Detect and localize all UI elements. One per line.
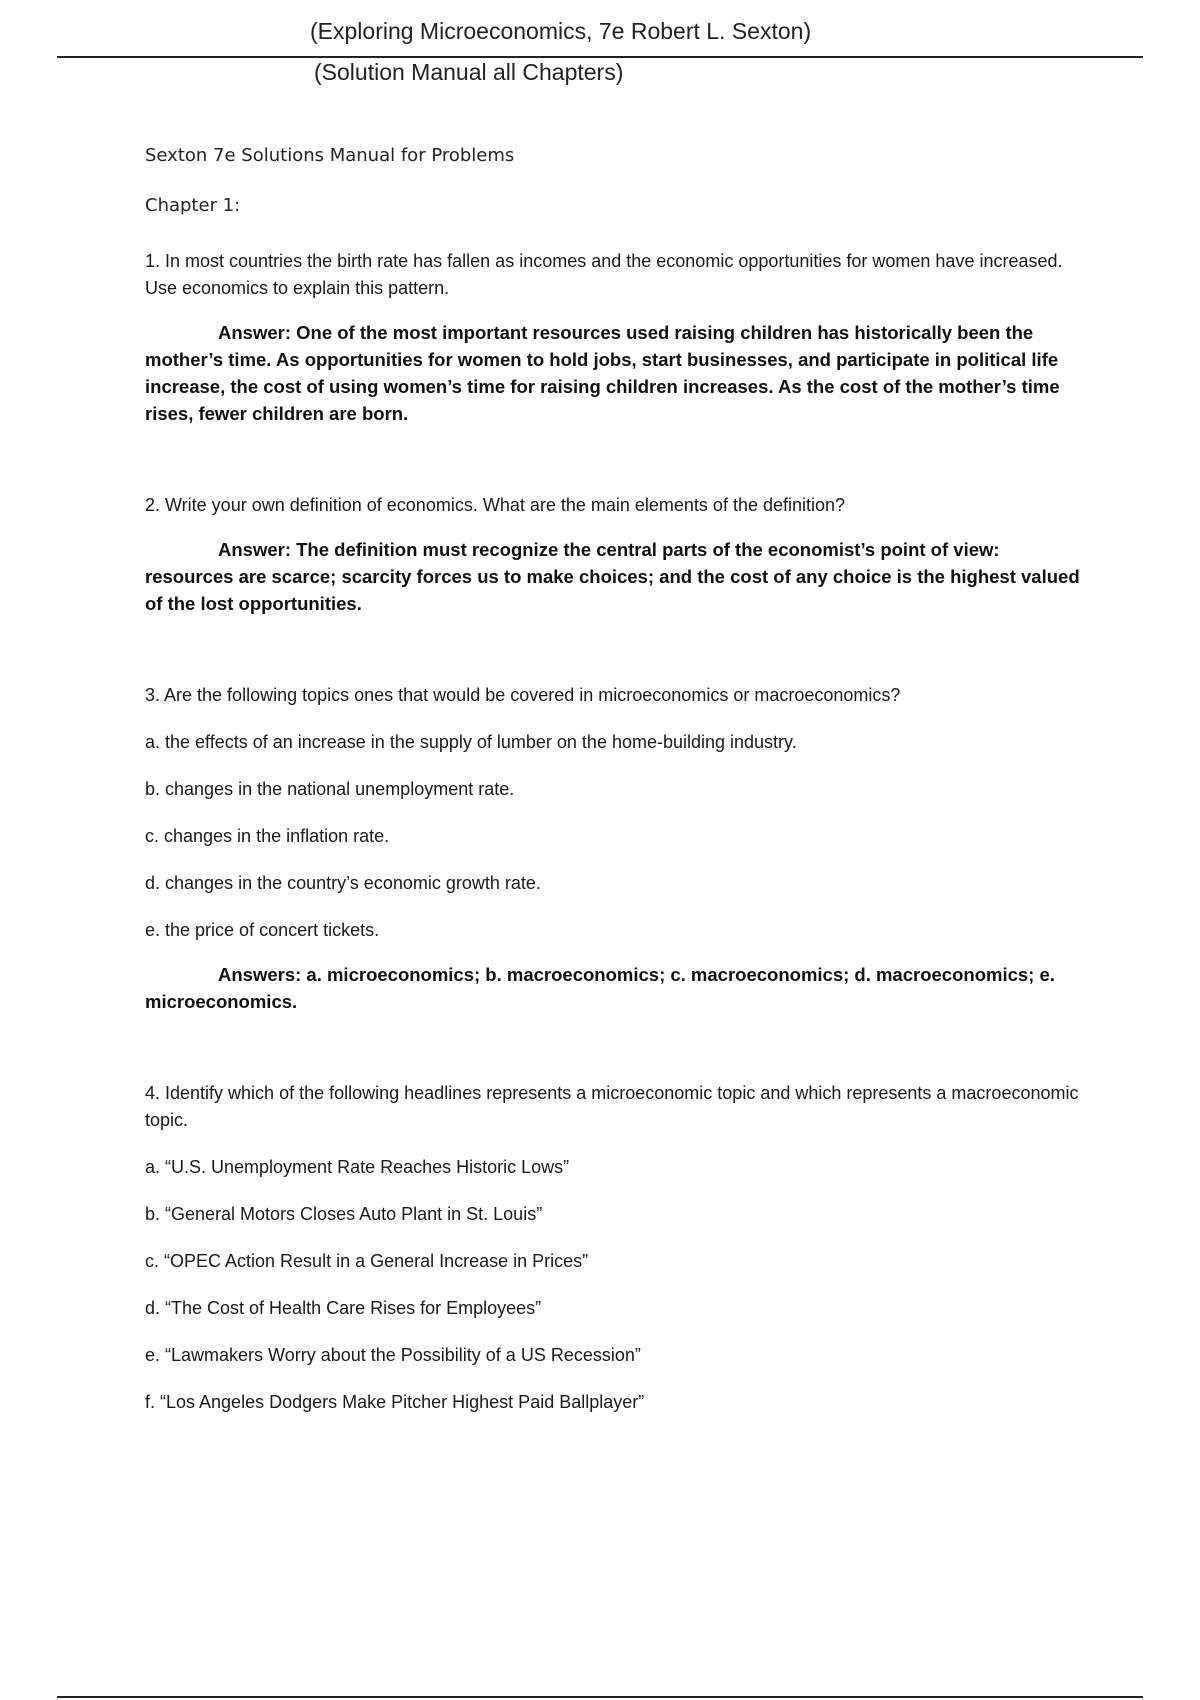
footer-divider	[57, 1696, 1143, 1698]
question-1: 1. In most countries the birth rate has fallen as incomes and the economic opportunities for women have increased. Use economics to explain this pattern.	[145, 251, 1063, 298]
question-4-item-f: f. “Los Angeles Dodgers Make Pitcher Highest Paid Ballplayer”	[145, 1392, 645, 1412]
question-4-item-e: e. “Lawmakers Worry about the Possibility of a US Recession”	[145, 1345, 641, 1365]
question-4-item-b: b. “General Motors Closes Auto Plant in St. Louis”	[145, 1204, 543, 1224]
answer-3: Answers: a. microeconomics; b. macroeconomics; c. macroeconomics; d. macroeconomics; e. microeconomics.	[145, 964, 1055, 1012]
question-4-item-d: d. “The Cost of Health Care Rises for Employees”	[145, 1298, 542, 1318]
question-3: 3. Are the following topics ones that would be covered in microeconomics or macroeconomics?	[145, 685, 901, 705]
question-3-item-b: b. changes in the national unemployment rate.	[145, 779, 515, 799]
header-subtitle: (Solution Manual all Chapters)	[314, 59, 624, 85]
header-book-title: (Exploring Microeconomics, 7e Robert L. Sexton)	[310, 18, 812, 44]
question-4: 4. Identify which of the following headlines represents a microeconomic topic and which represents a macroeconomic topic.	[145, 1083, 1079, 1130]
answer-2: Answer: The definition must recognize the central parts of the economist’s point of view: resources are scarce; scarcity forces us to make choices; and the cost of any choice is the highest valued of the lost opportunities.	[145, 539, 1080, 614]
document-title: Sexton 7e Solutions Manual for Problems	[145, 145, 515, 166]
question-3-item-d: d. changes in the country’s economic growth rate.	[145, 873, 541, 893]
answer-1: Answer: One of the most important resources used raising children has historically been the mother’s time. As opportunities for women to hold jobs, start businesses, and participate in political life increase, the cost of using women’s time for raising children increases. As the cost of the mother’s time rises, fewer children are born.	[145, 322, 1060, 424]
question-3-item-a: a. the effects of an increase in the supply of lumber on the home-building industry.	[145, 732, 797, 752]
question-3-item-c: c. changes in the inflation rate.	[145, 826, 390, 846]
question-2: 2. Write your own definition of economics. What are the main elements of the definition?	[145, 495, 846, 515]
question-4-item-c: c. “OPEC Action Result in a General Increase in Prices”	[145, 1251, 589, 1271]
question-4-item-a: a. “U.S. Unemployment Rate Reaches Historic Lows”	[145, 1157, 570, 1177]
chapter-heading: Chapter 1:	[145, 195, 241, 216]
document-body	[145, 145, 1090, 1416]
question-3-item-e: e. the price of concert tickets.	[145, 920, 380, 940]
header-divider	[57, 56, 1143, 58]
